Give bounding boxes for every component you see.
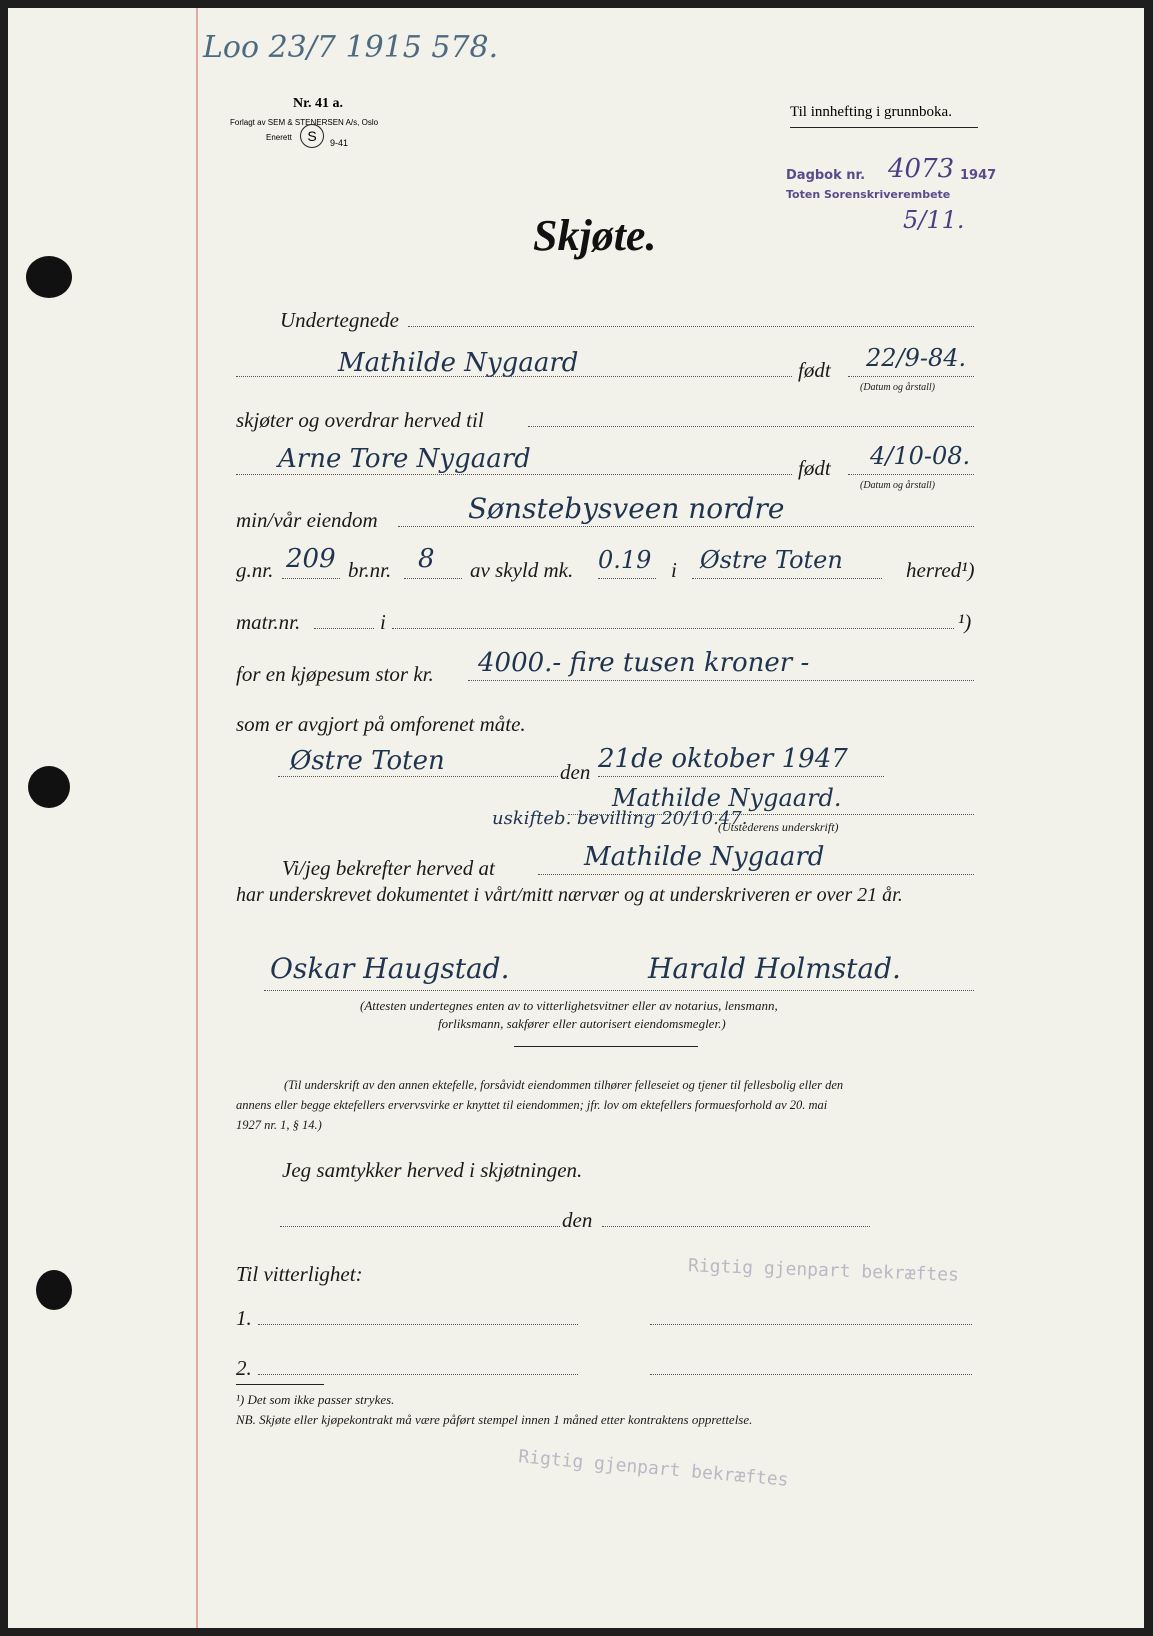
property-name: Sønstebysveen nordre — [468, 492, 785, 525]
date-year-hint: (Datum og årstall) — [860, 382, 935, 393]
dotted-line — [650, 1324, 972, 1325]
seller-signature: Mathilde Nygaard. — [612, 784, 842, 812]
dotted-line — [598, 776, 884, 777]
consent-text: Jeg samtykker herved i skjøtningen. — [282, 1158, 583, 1182]
confirm-label: Vi/jeg bekrefter herved at — [282, 856, 495, 880]
dotted-line — [528, 426, 974, 427]
dotted-line — [258, 1324, 578, 1325]
dotted-line — [538, 874, 974, 875]
herred-label: herred¹) — [906, 558, 975, 582]
stamp-office: Toten Sorenskriverembete — [786, 188, 951, 201]
copy-stamp: Rigtig gjenpart bekræftes — [517, 1446, 790, 1491]
dotted-line — [602, 1226, 870, 1227]
consent-den-label: den — [562, 1208, 593, 1232]
page-title: Skjøte. — [533, 211, 657, 260]
witness-signature-2: Harald Holmstad. — [648, 952, 901, 985]
gnr-label: g.nr. — [236, 558, 274, 582]
dotted-line — [236, 376, 792, 377]
dotted-line — [404, 578, 462, 579]
born-label: født — [798, 456, 831, 480]
skyld-value: 0.19 — [598, 546, 652, 574]
born-label: født — [798, 358, 831, 382]
date-year-hint: (Datum og årstall) — [860, 480, 935, 491]
dotted-line — [264, 990, 974, 991]
spouse-note: annens eller begge ektefellers ervervsvirke er knyttet til eiendommen; jfr. lov om ektefellers formuesforhold av 20. mai — [236, 1098, 828, 1112]
stamp-dagbok-label: Dagbok nr. — [786, 168, 866, 183]
matr-end: ¹) — [958, 610, 972, 634]
witness-number-1: 1. — [236, 1306, 252, 1330]
dotted-line — [392, 628, 954, 629]
punch-hole — [26, 256, 72, 298]
footnote: NB. Skjøte eller kjøpekontrakt må være påført stempel innen 1 måned etter kontraktens opprettelse. — [236, 1412, 753, 1427]
witness-number-2: 2. — [236, 1356, 252, 1380]
buyer-birth: 4/10-08. — [870, 442, 971, 470]
transfers-label: skjøter og overdrar herved til — [236, 408, 484, 432]
dotted-line — [280, 1226, 560, 1227]
dotted-line — [282, 578, 340, 579]
municipality: Østre Toten — [700, 546, 843, 574]
witness-label: Til vitterlighet: — [236, 1262, 363, 1286]
footnote-separator — [236, 1384, 324, 1385]
deed-document — [8, 8, 1144, 1628]
brnr-value: 8 — [418, 544, 435, 574]
den-label: den — [560, 760, 591, 784]
dotted-line — [258, 1374, 578, 1375]
separator-line — [514, 1046, 698, 1047]
dotted-line — [398, 526, 974, 527]
archive-note: Loo 23/7 1915 578. — [203, 30, 499, 65]
brnr-label: br.nr. — [348, 558, 392, 582]
form-number: Nr. 41 a. — [293, 96, 344, 111]
seller-name: Mathilde Nygaard — [338, 348, 579, 378]
filing-note: Til innhefting i grunnboka. — [790, 104, 952, 120]
witness-signature-1: Oskar Haugstad. — [270, 952, 510, 985]
buyer-name: Arne Tore Nygaard — [278, 444, 531, 474]
i-label: i — [671, 558, 677, 582]
filing-underline — [790, 127, 978, 128]
issuer-hint: (Utstederens underskrift) — [718, 820, 839, 834]
dotted-line — [598, 578, 656, 579]
publisher-logo-icon: S — [300, 124, 324, 148]
matr-i-label: i — [380, 610, 386, 634]
punch-hole — [36, 1270, 72, 1310]
skyld-label: av skyld mk. — [470, 558, 574, 582]
gnr-value: 209 — [286, 544, 336, 574]
confirm-text: har underskrevet dokumentet i vårt/mitt nærvær og at underskriveren er over 21 år. — [236, 884, 903, 906]
stamp-year: 1947 — [960, 168, 997, 183]
dotted-line — [650, 1374, 972, 1375]
stamp-number: 4073 — [888, 154, 955, 184]
spouse-note: 1927 nr. 1, § 14.) — [236, 1118, 322, 1132]
matr-label: matr.nr. — [236, 610, 301, 634]
dotted-line — [314, 628, 374, 629]
dotted-line — [278, 776, 558, 777]
dotted-line — [848, 474, 974, 475]
spouse-note: (Til underskrift av den annen ektefelle, forsåvidt eiendommen tilhører felleseiet og tjener til fellesbolig eller den — [284, 1078, 844, 1092]
publisher-date: 9-41 — [330, 138, 349, 148]
price-label: for en kjøpesum stor kr. — [236, 662, 434, 686]
stamp-date: 5/11. — [903, 206, 965, 234]
publisher-enerett: Enerett — [266, 133, 292, 142]
copy-stamp: Rigtig gjenpart bekræftes — [687, 1255, 960, 1286]
punch-hole — [28, 766, 70, 808]
dotted-line — [408, 326, 974, 327]
margin-line — [196, 8, 198, 1628]
confirm-name: Mathilde Nygaard — [584, 842, 825, 872]
price-value: 4000.- fire tusen kroner - — [478, 648, 810, 678]
date: 21de oktober 1947 — [598, 744, 848, 774]
dotted-line — [848, 376, 974, 377]
dotted-line — [692, 578, 882, 579]
attest-note: forliksmann, sakfører eller autorisert eiendomsmegler.) — [438, 1016, 726, 1031]
proxy-note: uskifteb. bevilling 20/10.47. — [492, 808, 748, 829]
publisher-line: Forlagt av SEM & STENERSEN A/s, Oslo — [230, 118, 379, 127]
undersigned-label: Undertegnede — [280, 308, 399, 332]
seller-birth: 22/9-84. — [866, 344, 967, 372]
attest-note: (Attesten undertegnes enten av to vitterlighetsvitner eller av notarius, lensmann, — [360, 998, 778, 1013]
dotted-line — [236, 474, 792, 475]
footnote: ¹) Det som ikke passer strykes. — [236, 1392, 395, 1407]
place: Østre Toten — [290, 746, 445, 776]
dotted-line — [468, 680, 974, 681]
settled-label: som er avgjort på omforenet måte. — [236, 712, 526, 736]
property-label: min/vår eiendom — [236, 508, 378, 532]
